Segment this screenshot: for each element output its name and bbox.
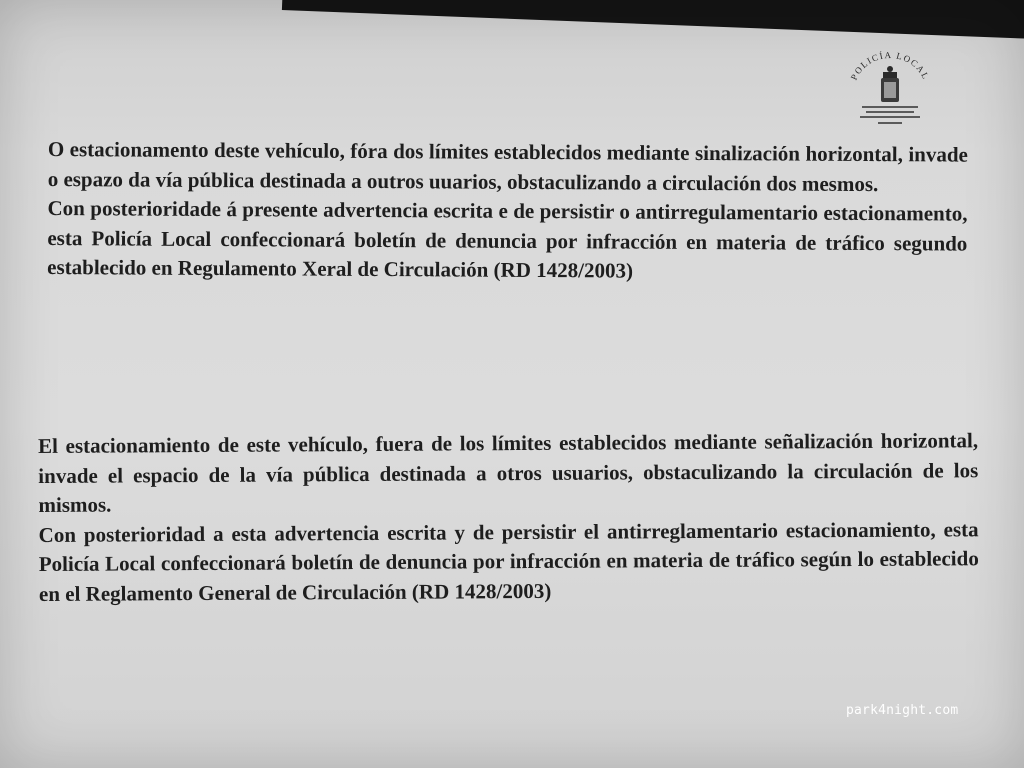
notice-galician [47,135,968,288]
notice-galician-paragraph-2: Con posterioridade á presente advertencia escrita e de persistir o antirregulamentario estacionamento, esta Policía Local confeccionará boletín de denuncia por infracción en materia de tráfico segundo establecido en Regulamento Xeral de Circulación (RD 1428/2003) [47,195,968,283]
notice-galician-paragraph-1: O estacionamento deste vehículo, fóra dos límites establecidos mediante sinalización horizontal, invade o espazo da vía pública destinada a outros uuarios, obstaculizando a circulación dos mesmos. [47,136,968,196]
notice-spanish [38,426,979,609]
background-edge [282,0,1024,40]
notice-spanish-paragraph-1: El estacionamiento de este vehículo, fuera de los límites establecidos mediante señalización horizontal, invade el espacio de la vía pública destinada a otros usuarios, obstaculizando la circulación de los mismos. [38,428,979,517]
seal-text: POLICÍA LOCAL [848,49,932,82]
watermark: park4night.com [846,703,959,718]
notice-spanish-paragraph-2: Con posterioridad a esta advertencia escrita y de persistir el antirreglamentario estacionamiento, esta Policía Local confeccionará boletín de denuncia por infracción en materia de tráfico según lo establecido en el Reglamento General de Circulación (RD 1428/2003) [38,516,979,606]
police-seal [842,48,938,132]
